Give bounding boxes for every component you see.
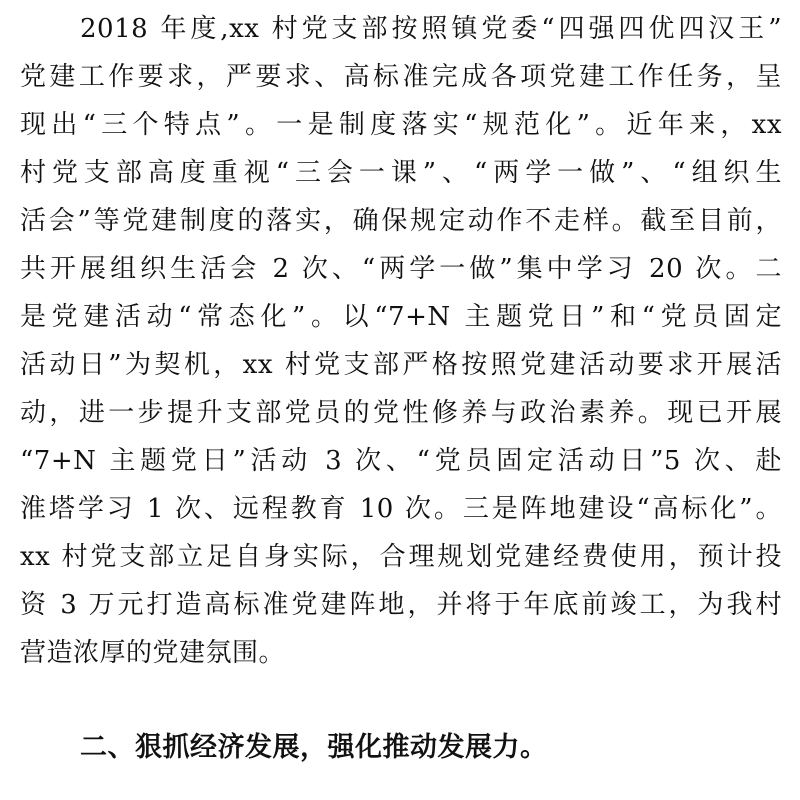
- section-heading: 二、狠抓经济发展，强化推动发展力。: [80, 732, 548, 763]
- paragraph-line: 活会”等党建制度的落实，确保规定动作不走样。截至目前，: [20, 206, 782, 236]
- paragraph-line: 资 3 万元打造高标准党建阵地，并将于年底前竣工，为我村: [20, 590, 782, 620]
- paragraph-line: 动，进一步提升支部党员的党性修养与政治素养。现已开展: [20, 398, 782, 428]
- paragraph-line: 是党建活动“常态化”。以“7+N 主题党日”和“党员固定: [20, 302, 782, 332]
- paragraph-line: 共开展组织生活会 2 次、“两学一做”集中学习 20 次。二: [20, 254, 782, 284]
- paragraph-line: 淮塔学习 1 次、远程教育 10 次。三是阵地建设“高标化”。: [20, 494, 782, 524]
- paragraph-line: “7+N 主题党日”活动 3 次、“党员固定活动日”5 次、赴: [20, 446, 782, 476]
- paragraph-line: 活动日”为契机，xx 村党支部严格按照党建活动要求开展活: [20, 350, 782, 380]
- paragraph-line: 村党支部高度重视“三会一课”、“两学一做”、“组织生: [20, 158, 782, 188]
- paragraph-line: 现出“三个特点”。一是制度落实“规范化”。近年来，xx: [20, 110, 782, 140]
- paragraph-line: 营造浓厚的党建氛围。: [20, 638, 286, 668]
- paragraph-line: 党建工作要求，严要求、高标准完成各项党建工作任务，呈: [20, 62, 782, 92]
- body-paragraph: [20, 5, 782, 677]
- paragraph-line: 2018 年度,xx 村党支部按照镇党委“四强四优四汉王”: [80, 14, 782, 44]
- paragraph-line: xx 村党支部立足自身实际，合理规划党建经费使用，预计投: [20, 542, 782, 572]
